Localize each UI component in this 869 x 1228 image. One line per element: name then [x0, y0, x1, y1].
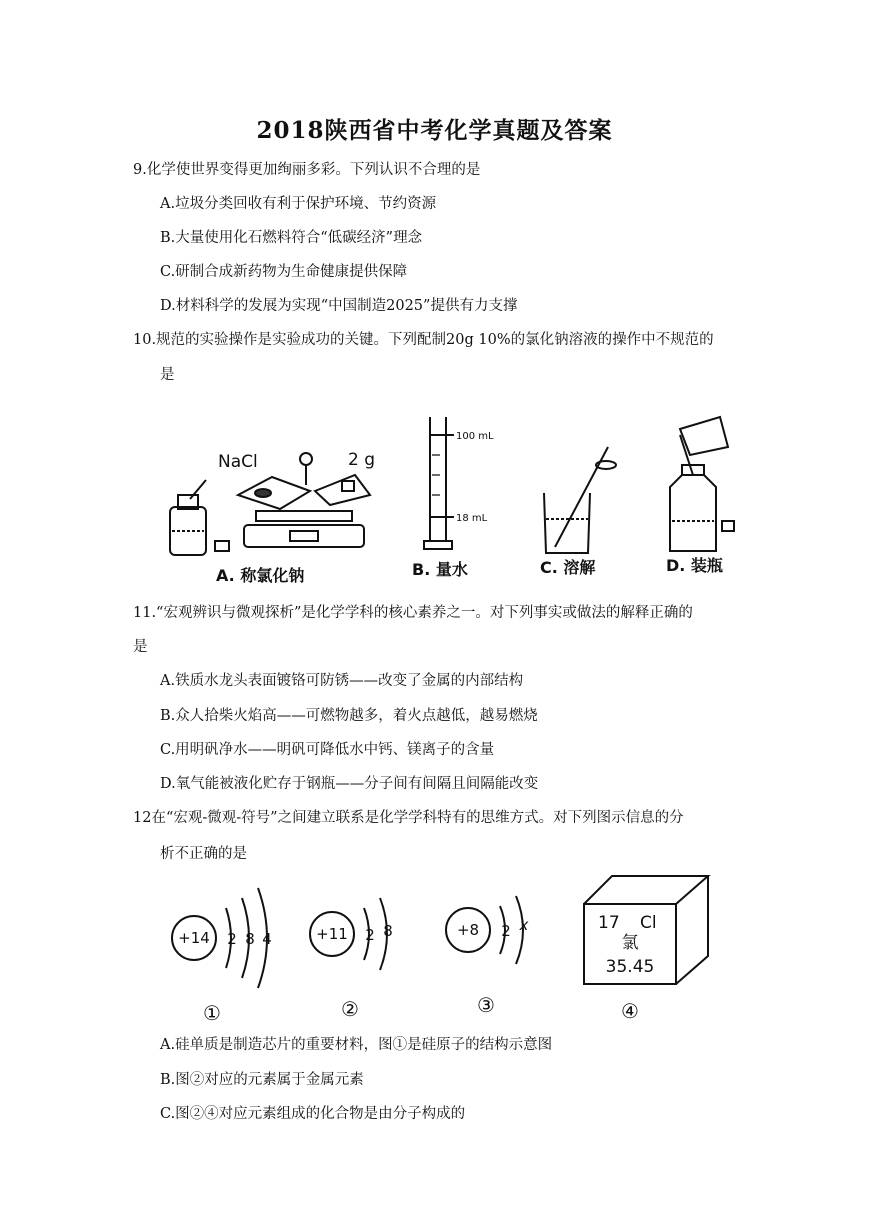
cylinder-18ml-label: 18 mL: [456, 513, 488, 524]
q12-option-c: C.图②④对应元素组成的化合物是由分子构成的: [160, 1106, 466, 1122]
q9-option-b: B.大量使用化石燃料符合“低碳经济”理念: [160, 230, 423, 246]
q12-option-a: A.硅单质是制造芯片的重要材料，图①是硅原子的结构示意图: [160, 1037, 553, 1053]
pouring-beaker-icon: [680, 417, 728, 455]
stopper-icon: [215, 541, 229, 551]
q12-figure: [160, 868, 730, 1028]
atomic-structure-illustration: [160, 868, 730, 1028]
atom3-nucleus-label: +8: [456, 921, 480, 939]
q9-option-c: C.研制合成新药物为生命健康提供保障: [160, 264, 408, 280]
graduated-cylinder-icon: [424, 417, 454, 549]
element-symbol: Cl: [640, 913, 657, 933]
atom3-shell2-count: x: [519, 916, 529, 934]
q10-stem-cont: 是: [160, 367, 175, 383]
atom2-nucleus-label: +11: [316, 925, 348, 943]
element-label: ④: [621, 999, 639, 1023]
weight-label: 2 g: [348, 450, 376, 470]
q12-stem-cont: 析不正确的是: [160, 846, 247, 862]
bottle-cap-icon: [722, 521, 734, 531]
caption-a: A. 称氯化钠: [216, 566, 305, 585]
q11-stem: 11.“宏观辨识与微观探析”是化学学科的核心素养之一。对下列事实或做法的解释正确的: [133, 605, 693, 621]
reagent-bottle-icon: [170, 480, 206, 555]
q11-option-d: D.氧气能被液化贮存于钢瓶——分子间有间隔且间隔能改变: [160, 776, 539, 792]
cylinder-100ml-label: 100 mL: [456, 431, 494, 442]
atom3-shell1-count: 2: [501, 922, 511, 940]
element-number: 17: [598, 913, 620, 933]
atom3-label: ③: [477, 993, 495, 1017]
storage-bottle-icon: [670, 435, 716, 551]
nacl-label: NaCl: [218, 452, 258, 472]
atom2-shell1-count: 2: [365, 926, 375, 944]
atom1-shell2-count: 8: [245, 930, 255, 948]
atom1-nucleus-label: +14: [178, 929, 210, 947]
element-mass: 35.45: [605, 957, 655, 977]
q12-stem: 12在“宏观-微观-符号”之间建立联系是化学学科特有的思维方式。对下列图示信息的分: [133, 810, 684, 826]
nacl-powder-icon: [255, 489, 271, 497]
beaker-icon: [544, 447, 616, 553]
page-title: 2018陕西省中考化学真题及答案: [256, 117, 613, 144]
atom1-label: ①: [203, 1001, 221, 1025]
caption-c: C. 溶解: [540, 558, 596, 577]
q11-stem-cont: 是: [133, 639, 148, 655]
atom2-shell2-count: 8: [383, 922, 393, 940]
lab-operations-illustration: [160, 395, 750, 585]
q10-figure: [160, 395, 750, 585]
atom1-shell3-count: 4: [262, 930, 272, 948]
caption-b: B. 量水: [412, 560, 468, 579]
q12-option-b: B.图②对应的元素属于金属元素: [160, 1072, 364, 1088]
q11-option-a: A.铁质水龙头表面镀铬可防锈——改变了金属的内部结构: [160, 673, 524, 689]
q10-stem: 10.规范的实验操作是实验成功的关键。下列配制20g 10%的氯化钠溶液的操作中不规范的: [133, 332, 714, 348]
atom2-label: ②: [341, 997, 359, 1021]
q9-option-a: A.垃圾分类回收有利于保护环境、节约资源: [160, 196, 437, 212]
q11-option-c: C.用明矾净水——明矾可降低水中钙、镁离子的含量: [160, 742, 495, 758]
caption-d: D. 装瓶: [666, 556, 723, 575]
q9-stem: 9.化学使世界变得更加绚丽多彩。下列认识不合理的是: [133, 162, 481, 178]
q9-option-d: D.材料科学的发展为实现“中国制造2025”提供有力支撑: [160, 298, 518, 314]
atom1-shell1-count: 2: [227, 930, 237, 948]
element-name: 氯: [621, 933, 639, 953]
q11-option-b: B.众人拾柴火焰高——可燃物越多，着火点越低，越易燃烧: [160, 708, 538, 724]
